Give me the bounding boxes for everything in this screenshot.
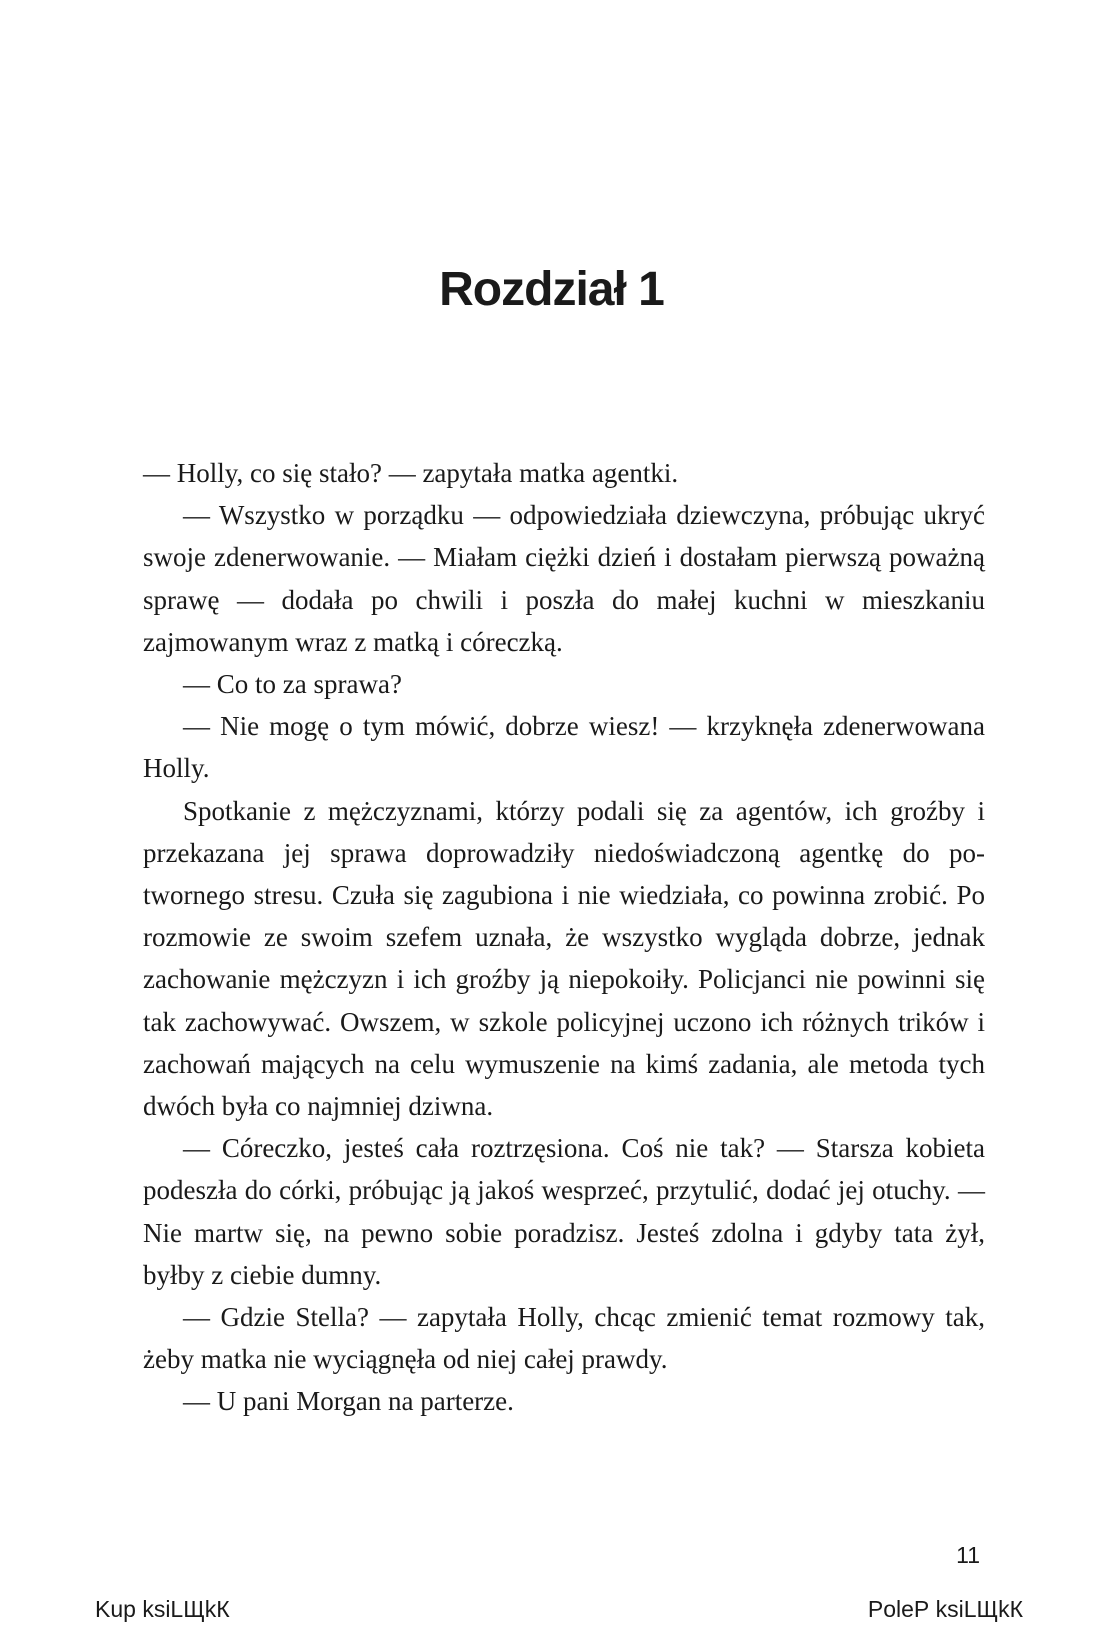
paragraph-6: — Córeczko, jesteś cała roztrzęsiona. Coś nie tak? — Starsza kobieta podeszła do córki, próbując ją jakoś wesprzeć, przytulić, dodać jej otuchy. — Nie martw się, na pewno sobie poradzisz. Jesteś zdolna i gdyby tata żył, byłby z ciebie dumny. <box>143 1133 985 1290</box>
paragraph-1: — Holly, co się stało? — zapytała matka agentki. <box>143 458 679 488</box>
paragraph-8: — U pani Morgan na parterze. <box>183 1386 514 1417</box>
paragraph-4: — Nie mogę o tym mówić, dobrze wiesz! — krzyknęła zdenerwowana Holly. <box>143 711 985 784</box>
page-number: 11 <box>956 1542 980 1568</box>
chapter-body <box>143 452 985 1423</box>
paragraph-7: — Gdzie Stella? — zapytała Holly, chcąc zmienić temat rozmowy tak, żeby matka nie wyciągnęła od niej całej prawdy. <box>143 1302 985 1375</box>
paragraph-2: — Wszystko w porządku — odpowiedziała dziewczyna, próbując ukryć swoje zdenerwowanie. — Miałam ciężki dzień i dostałam pierwszą poważną sprawę — dodała po chwili i poszła do małej kuchni w mieszkaniu zajmowanym wraz z matką i córeczką. <box>143 500 985 657</box>
paragraph-3: — Co to za sprawa? <box>183 669 402 700</box>
paragraph-5: Spotkanie z mężczyznami, którzy podali się za agentów, ich groźby i przekazana jej sprawa doprowadziły niedoświadczoną agentkę do potwornego stresu. Czuła się zagubiona i nie wiedziała, co powinna zrobić. Po rozmowie ze swoim szefem uznała, że wszystko wygląda dobrze, jednak zachowanie mężczyzn i ich groźby ją niepokoiły. Policjanci nie powinni się tak zachowywać. Owszem, w szkole policyjnej uczono ich różnych trików i zachowań mających na celu wymuszenie na kimś zadania, ale metoda tych dwóch była co najmniej dziwna. <box>143 795 985 1122</box>
buy-book-link[interactable]: Kup ksiLЩkК <box>95 1596 230 1622</box>
recommend-book-link[interactable]: PoleР ksiLЩkК <box>867 1596 1023 1622</box>
chapter-title: Rozdział 1 <box>439 263 664 316</box>
